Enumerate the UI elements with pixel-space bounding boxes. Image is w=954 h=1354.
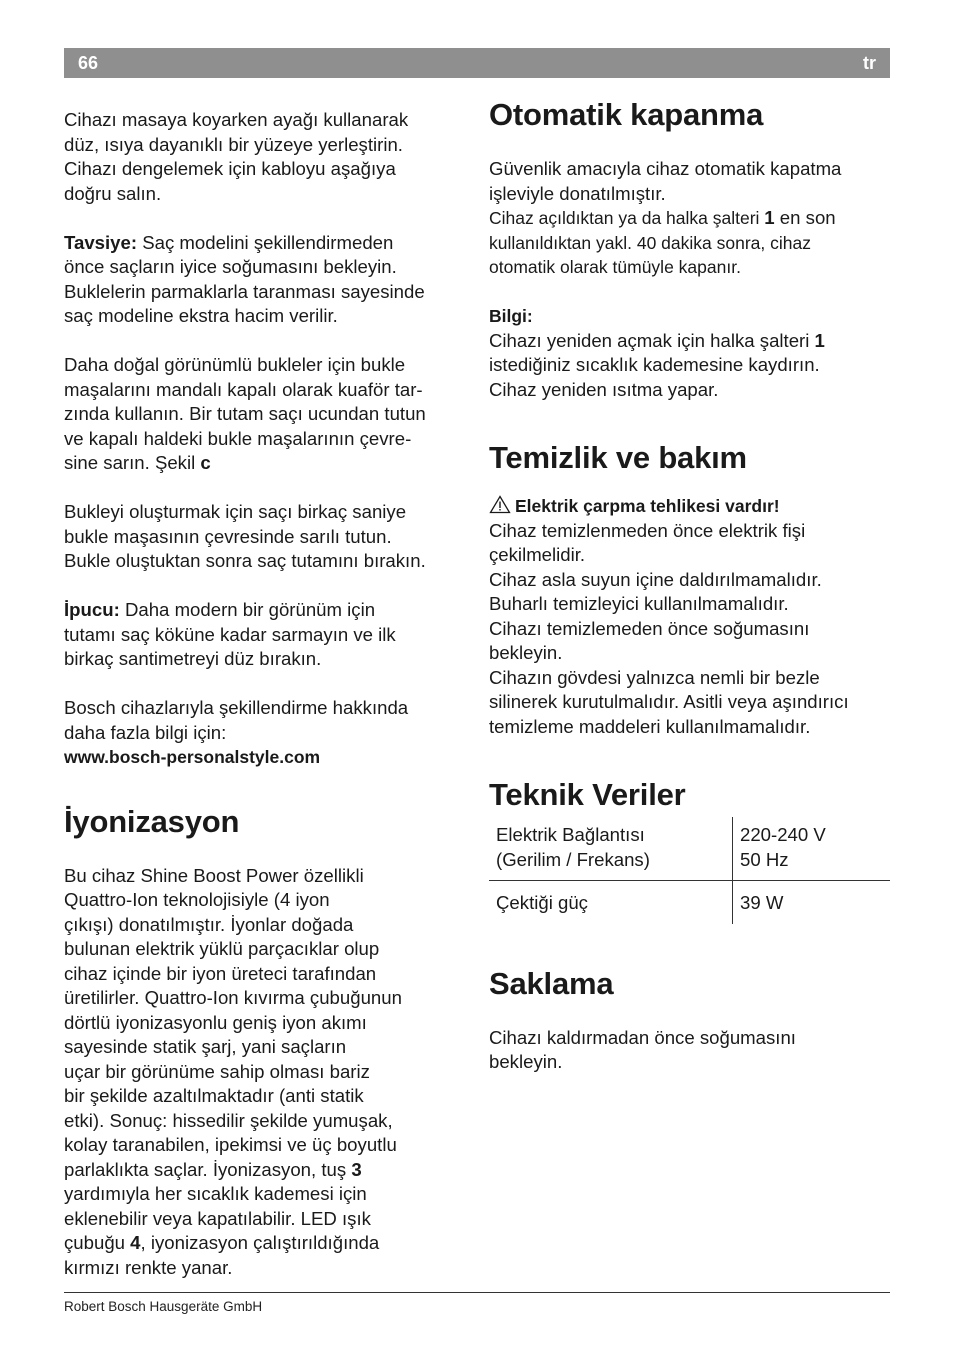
page-header-bar xyxy=(64,48,890,78)
heading-auto-shutoff: Otomatik kapanma xyxy=(489,97,764,132)
page-number: 66 xyxy=(78,53,99,73)
paragraph-more-info: Bosch cihazlarıyla şekillendirme hakkında daha fazla bilgi için: www.bosch-personalstyle.com xyxy=(64,697,409,767)
paragraph-tip: Tavsiye: Saç modelini şekillendirmeden önce saçların iyice soğumasını bekleyin. Buklelerin parmaklarla taranması sayesinde saç modeline ekstra hacim verilir. xyxy=(64,231,425,326)
heading-storage: Saklama xyxy=(489,965,614,1001)
figure-ref: c xyxy=(200,452,211,473)
paragraph-info: Bilgi: Cihazı yeniden açmak için halka şalteri 1 istediğiniz sıcaklık kademesine kaydırın. Cihaz yeniden ısıtma yapar. xyxy=(489,306,825,400)
left-column xyxy=(64,108,469,1280)
tech-data-table xyxy=(489,817,890,924)
paragraph-auto-shutoff: Güvenlik amacıyla cihaz otomatik kapatma işleviyle donatılmıştır. Cihaz açıldıktan ya da halka şalteri 1 en son kullanıldıktan yakl. 40 dakika sonra, cihaz otomatik olarak tümüyle kapanır. xyxy=(489,158,842,277)
paragraph-natural-curls: Daha doğal görünümlü bukleler için bukle maşalarını mandalı kapalı olarak kuaför tar- zında kullanın. Bir tutam saçı ucundan tutun ve kapalı haldeki bukle maşalarının çevre- sine sarın. Şekil c xyxy=(64,354,426,473)
paragraph-forming-curl: Bukleyi oluşturmak için saçı birkaç saniye bukle maşasının çevresinde sarılı tutun. Bukle oluştuktan sonra saç tutamını bırakın. xyxy=(64,501,426,571)
warning-triangle-icon xyxy=(489,495,511,514)
table-row: Çektiği güç 39 W xyxy=(489,881,890,924)
warning-line: Elektrik çarpma tehlikesi vardır! xyxy=(489,496,780,516)
footer-company: Robert Bosch Hausgeräte GmbH xyxy=(64,1299,263,1314)
heading-ionization: İyonizasyon xyxy=(64,803,240,839)
right-column xyxy=(489,97,891,1075)
paragraph-ionization: Bu cihaz Shine Boost Power özellikli Quattro-Ion teknolojisiyle (4 iyon çıkışı) donatılmıştır. İyonlar doğada bulunan elektrik yüklü parçacıklar olup cihaz içinde bir iyon üreteci tarafından üretilirler. Quattro-Ion kıvırma çubuğunun dörtlü iyonizasyonlu geniş iyon akımı sayesinde statik şarj, yani saçların uçar bir görünüme sahip olması bariz bir şekilde azaltılmaktadır (anti statik etki). Sonuç: hissedilir şekilde yumuşak, kolay taranabilen, ipekimsi ve üç boyutlu parlaklıkta saçlar. İyonizasyon, tuş 3 yardımıyla her sıcaklık kademesi için eklenebilir veya kapatılabilir. LED ışık çubuğu 4, iyonizasyon çalıştırıldığında kırmızı renkte yanar. xyxy=(64,864,402,1278)
heading-cleaning: Temizlik ve bakım xyxy=(489,440,747,475)
info-label: Bilgi: xyxy=(489,306,533,326)
paragraph-hint: İpucu: Daha modern bir görünüm için tutamı saç köküne kadar sarmayın ve ilk birkaç santimetreyi düz bırakın. xyxy=(64,599,396,669)
footer-divider xyxy=(64,1292,890,1293)
tip-label: Tavsiye: xyxy=(64,231,138,253)
language-code: tr xyxy=(863,53,876,73)
website-url: www.bosch-personalstyle.com xyxy=(64,747,321,767)
paragraph-placement: Cihazı masaya koyarken ayağı kullanarak düz, ısıya dayanıklı bir yüzeye yerleştirin. Cihazı dengelemek için kabloyu aşağıya doğru salın. xyxy=(64,109,409,204)
hint-label: İpucu: xyxy=(64,599,120,620)
table-row: Elektrik Bağlantısı (Gerilim / Frekans) 220-240 V 50 Hz xyxy=(489,817,890,881)
heading-tech-data: Teknik Veriler xyxy=(489,777,686,812)
paragraph-storage: Cihazı kaldırmadan önce soğumasını bekleyin. xyxy=(489,1026,796,1072)
paragraph-cleaning: Elektrik çarpma tehlikesi vardır! Cihaz temizlenmeden önce elektrik fişi çekilmelidir. Cihaz asla suyun içine daldırılmamalıdır. Buharlı temizleyici kullanılmamalıdır. Cihazı temizlemeden önce soğumasını bekleyin. Cihazın gövdesi yalnızca nemli bir bezle silinerek kurutulmalıdır. Asitli veya aşındırıcı temizleme maddeleri kullanılmamalıdır. xyxy=(489,496,849,737)
